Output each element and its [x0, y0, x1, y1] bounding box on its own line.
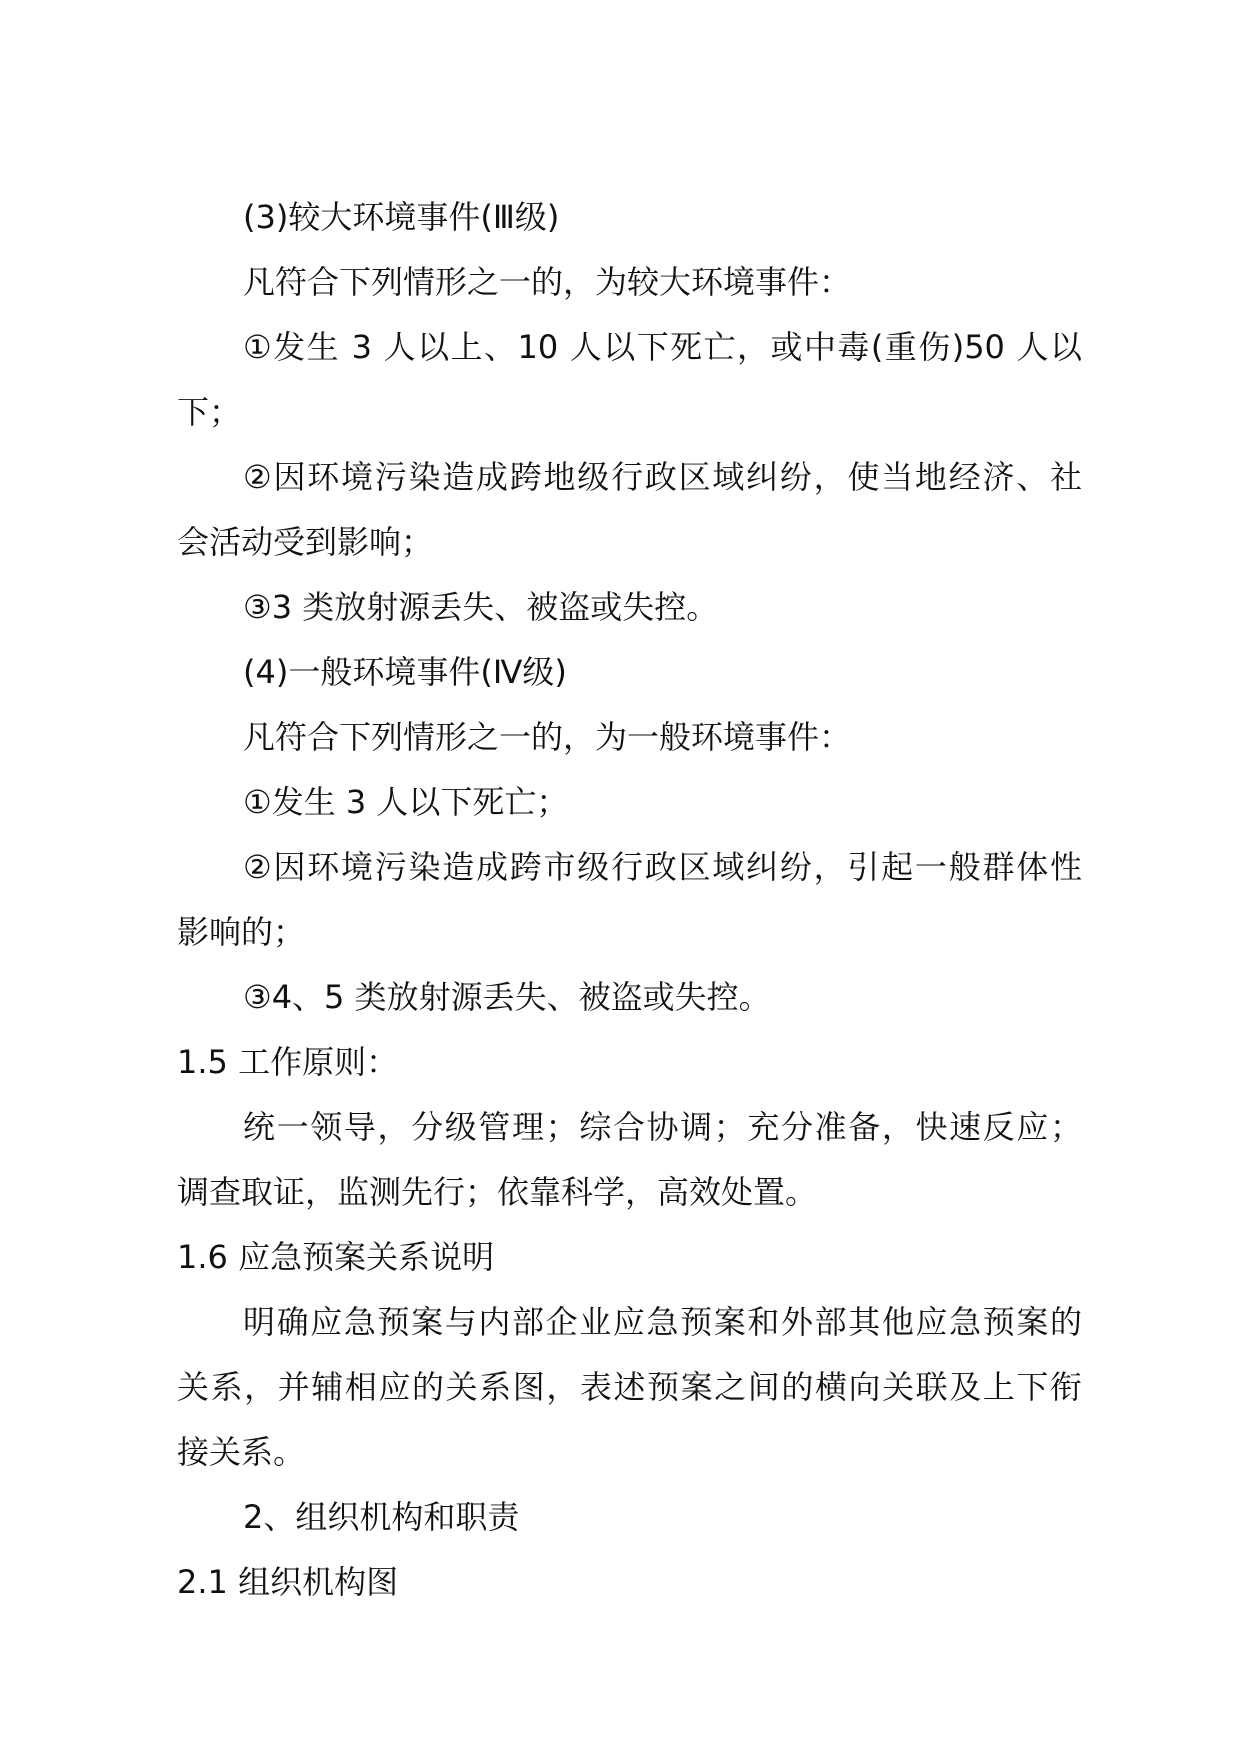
text-line: ①发生 3 人以上、10 人以下死亡，或中毒(重伤)50 人以: [243, 328, 1082, 366]
text-line: 调查取证，监测先行；依靠科学，高效处置。: [177, 1173, 818, 1211]
text-line: 下；: [177, 393, 242, 431]
section-heading: 1.6 应急预案关系说明: [177, 1238, 495, 1276]
text-line: 凡符合下列情形之一的，为一般环境事件：: [243, 718, 852, 756]
text-line: 凡符合下列情形之一的，为较大环境事件：: [243, 263, 852, 301]
text-line: 会活动受到影响；: [177, 523, 434, 561]
text-line: 统一领导，分级管理；综合协调；充分准备，快速反应；: [243, 1108, 1082, 1146]
text-line: 关系，并辅相应的关系图，表述预案之间的横向关联及上下衔: [177, 1368, 1082, 1406]
text-line: ①发生 3 人以下死亡；: [243, 783, 569, 821]
chapter-heading: 2、组织机构和职责: [243, 1498, 520, 1536]
section-heading: 2.1 组织机构图: [177, 1563, 399, 1601]
document-body: [177, 185, 1082, 1615]
text-line: ③3 类放射源丢失、被盗或失控。: [243, 588, 719, 626]
text-line: (3)较大环境事件(Ⅲ级): [243, 198, 560, 236]
text-line: 明确应急预案与内部企业应急预案和外部其他应急预案的: [243, 1303, 1082, 1341]
text-line: ③4、5 类放射源丢失、被盗或失控。: [243, 978, 771, 1016]
text-line: 接关系。: [177, 1433, 306, 1471]
text-line: ②因环境污染造成跨市级行政区域纠纷，引起一般群体性: [243, 848, 1082, 886]
text-line: (4)一般环境事件(Ⅳ级): [243, 653, 567, 691]
text-line: ②因环境污染造成跨地级行政区域纠纷，使当地经济、社: [243, 458, 1082, 496]
text-line: 影响的；: [177, 913, 306, 951]
section-heading: 1.5 工作原则：: [177, 1043, 399, 1081]
